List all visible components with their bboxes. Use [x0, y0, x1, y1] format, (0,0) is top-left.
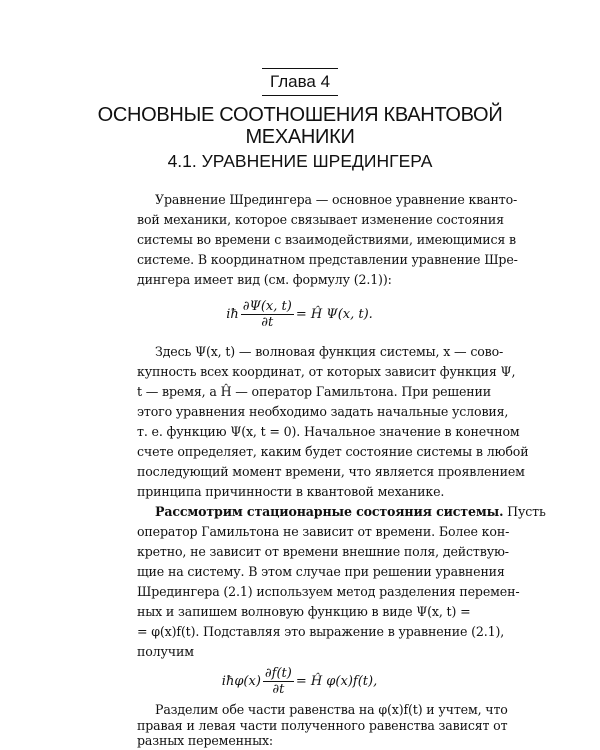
formula2-fraction [263, 666, 294, 697]
paragraph3-line: Шредингера (2.1) используем метод разделения перемен- [137, 584, 520, 599]
paragraph3-line: щие на систему. В этом случае при решении уравнения [137, 564, 505, 579]
paragraph3-line: ных и запишем волновую функцию в виде Ψ(x, t) = [137, 604, 471, 619]
formula2-numerator: ∂f(t) [264, 665, 292, 681]
paragraph3-first-line [155, 502, 546, 522]
paragraph3-line: кретно, не зависит от времени внешние поля, действую- [137, 544, 509, 559]
paragraph2-line: Здесь Ψ(x, t) — волновая функция системы, x — сово- [155, 344, 504, 359]
paragraph3-first-rest: Пусть [503, 504, 546, 519]
paragraph1-line: дингера имеет вид (см. формулу (2.1)): [137, 272, 392, 287]
paragraph1-line: вой механики, которое связывает изменение состояния [137, 212, 504, 227]
chapter-label-text: Глава 4 [269, 72, 331, 91]
paragraph4-line: Разделим обе части равенства на φ(x)f(t) и учтем, что [155, 702, 508, 717]
chapter-label [262, 68, 338, 96]
paragraph2-line: последующий момент времени, что является проявлением [137, 464, 525, 479]
paragraph1-line: системы во времени с взаимодействиями, имеющимися в [137, 232, 516, 247]
paragraph2-line: купность всех координат, от которых зависит функция Ψ, [137, 364, 516, 379]
formula1-numerator: ∂Ψ(x, t) [242, 298, 292, 314]
formula1-rhs: = Ĥ Ψ(x, t). [295, 306, 373, 322]
separated-equation [137, 664, 462, 698]
schrodinger-equation [137, 296, 462, 332]
formula1-denominator: ∂t [261, 314, 274, 330]
paragraph4-line: правая и левая части полученного равенства зависят от [137, 718, 508, 733]
paragraph3-line: оператор Гамильтона не зависит от времени. Более кон- [137, 524, 510, 539]
paragraph2-line: принципа причинности в квантовой механике. [137, 484, 445, 499]
formula1-prefix: iħ [226, 306, 239, 322]
paragraph3-line: = φ(x)f(t). Подставляя это выражение в уравнение (2.1), [137, 624, 505, 639]
paragraph3-bold-lead: Рассмотрим стационарные состояния системы. [155, 504, 504, 519]
paragraph2-line: счете определяет, каким будет состояние системы в любой [137, 444, 529, 459]
formula2-denominator: ∂t [272, 681, 285, 697]
formula2-prefix: iħφ(x) [221, 673, 261, 689]
paragraph1-line: системе. В координатном представлении уравнение Шре- [137, 252, 518, 267]
paragraph2-line: этого уравнения необходимо задать начальные условия, [137, 404, 509, 419]
chapter-title-line-2: МЕХАНИКИ [245, 126, 355, 148]
paragraph1-line: Уравнение Шредингера — основное уравнение кванто- [155, 192, 518, 207]
formula2-rhs: = Ĥ φ(x)f(t), [295, 673, 378, 689]
paragraph4-line: разных переменных: [137, 733, 274, 748]
formula3-eq [10, 719, 11, 720]
chapter-title [60, 104, 540, 148]
section-heading: 4.1. УРАВНЕНИЕ ШРЕДИНГЕРА [167, 151, 433, 171]
paragraph3-line: получим [137, 644, 194, 659]
paragraph2-line: t — время, а Ĥ — оператор Гамильтона. При решении [137, 384, 492, 399]
chapter-title-line-1: ОСНОВНЫЕ СООТНОШЕНИЯ КВАНТОВОЙ [97, 104, 503, 126]
formula1-fraction [241, 299, 294, 330]
paragraph2-line: т. е. функцию Ψ(x, t = 0). Начальное значение в конечном [137, 424, 520, 439]
